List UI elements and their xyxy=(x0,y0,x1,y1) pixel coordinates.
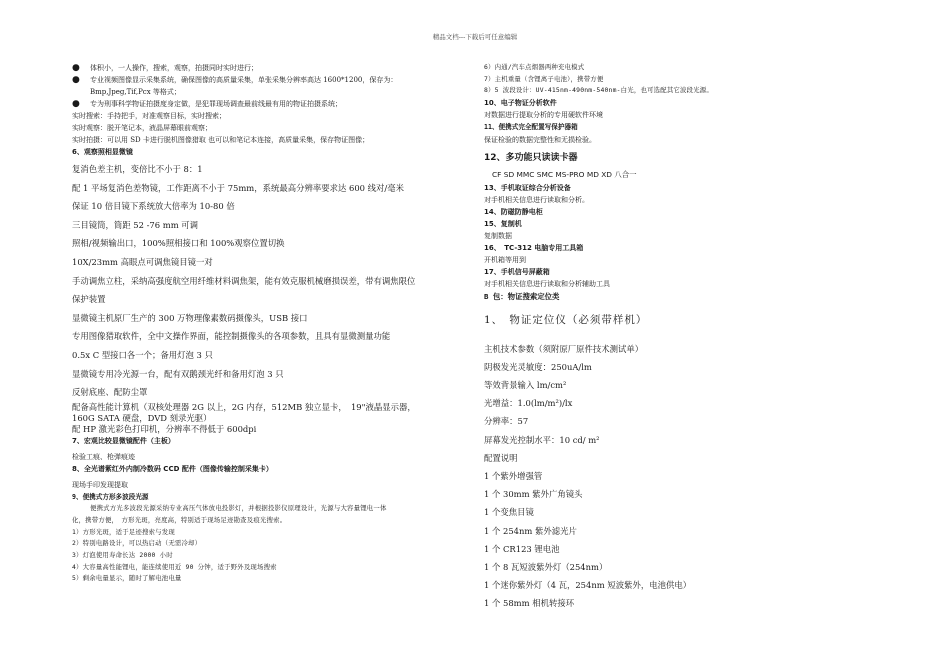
bullet-icon: ● xyxy=(72,63,80,73)
section-heading: 17、手机信号屏蔽箱 xyxy=(484,267,550,276)
section-heading: 14、防磁防静电柜 xyxy=(484,207,543,216)
text-line: 反射底座、配防尘罩 xyxy=(72,387,148,398)
spec-line: 等效背景输入 lm/cm² xyxy=(484,380,567,391)
text-line: 对手机相关信息进行读取和分析辅助工具 xyxy=(484,279,610,288)
section-heading: 11、便携式完全配置写保护器箱 xyxy=(484,123,578,132)
text-line: 保护装置 xyxy=(72,294,106,305)
list-item: 5）剩余电量显示，随时了解电池电量 xyxy=(72,574,182,583)
text-line: 显微镜主机原厂生产的 300 万物理像素数码摄像头，USB 接口 xyxy=(72,312,308,323)
text-line: 复消色差主机，变倍比不小于 8：1 xyxy=(72,164,203,174)
list-item: 1 个 8 瓦短波紫外灯（254nm） xyxy=(484,562,608,573)
text-line: 主机技术参数（须附原厂原件技术测试单） xyxy=(484,343,644,354)
list-item: 6）内通/汽车点烟器两种充电模式 xyxy=(484,63,585,71)
text-line: 配 HP 激光彩色打印机，分辨率不得低于 600dpi xyxy=(72,423,257,434)
page-header: 精品文档---下载后可任意编辑 xyxy=(432,33,518,41)
section-heading: 9、便携式方形多波段光源 xyxy=(72,492,149,501)
right-column xyxy=(484,62,884,613)
section-heading: 13、手机取证综合分析设备 xyxy=(484,183,571,192)
text-line: 对手机相关信息进行读取和分析。 xyxy=(484,195,589,204)
text-line: 便携式方光多波段光源采纳专业高压气体放电投影灯，并根据投影仪原理设计，光源与大容量锂电一体 xyxy=(90,504,387,513)
text-line: 10X/23mm 高眼点可调焦镜目镜一对 xyxy=(72,256,213,267)
text-line: 配置说明 xyxy=(484,452,518,463)
item-title: 1、 物证定位仪（必须带样机） xyxy=(484,313,648,326)
list-item: 1 个变焦目镜 xyxy=(484,507,534,518)
section-heading: 6、观察照相显微镜 xyxy=(72,148,133,156)
text-line: 检验工痕、枪弹痕迹 xyxy=(72,452,135,461)
text-line: 开机箱等用到 xyxy=(484,255,526,264)
text-line: 复制数据 xyxy=(484,231,512,240)
section-heading: 15、复制机 xyxy=(484,219,522,228)
list-item: ● 专业视频图像显示采集系统，确保图像的高质量采集，单张采集分辨率高达 1600*1200，保存为： xyxy=(72,75,398,85)
list-item-continuation: Bmp,Jpeg,Tif,Pcx 等格式； xyxy=(90,88,181,96)
text-line: 160G SATA 硬盘，DVD 刻录光驱） xyxy=(72,412,212,423)
list-item: 8）5 波段设计：UV-415nm-490nm-540nm-白光，也可选配其它波段光源。 xyxy=(484,86,713,95)
text-line: 显微镜专用冷光源一台，配有双鹅颈光纤和备用灯泡 3 只 xyxy=(72,368,284,379)
section-heading: 12、多功能只读读卡器 xyxy=(484,152,578,163)
text-line: 照相/视频输出口，100%照相接口和 100%观察位置切换 xyxy=(72,238,285,249)
spec-line: 分辨率：57 xyxy=(484,416,529,427)
list-item: 3）灯泡使用寿命长达 2000 小时 xyxy=(72,551,173,560)
section-heading: B 包：物证搜索定位类 xyxy=(484,291,560,301)
list-item: 1 个迷你紫外灯（4 瓦，254nm 短波紫外，电池供电） xyxy=(484,580,692,591)
text-line: 现场手印发现提取 xyxy=(72,480,128,489)
bullet-icon: ● xyxy=(72,99,80,109)
spec-line: 光增益：1.0(lm/m²)/lx xyxy=(484,398,573,409)
text-line: 保证检验的数据完整性和无损检验。 xyxy=(484,135,596,144)
text-line: 配 1 平场复消色差物镜，工作距离不小于 75mm，系统最高分辨率要求达 600 线对/毫米 xyxy=(72,182,404,193)
spec-line: 屏幕发光控制水平：10 cd/ m² xyxy=(484,434,600,445)
list-item: 1）方形光斑，适于足迹搜索与发现 xyxy=(72,527,175,536)
text-line: 保证 10 倍目镜下系统放大倍率为 10-80 倍 xyxy=(72,201,235,212)
list-item: 2）特别电路设计，可以热启动（无需冷却） xyxy=(72,539,202,548)
list-item: 1 个 58mm 相机转接环 xyxy=(484,598,575,609)
text-line: 实时观察：脱开笔记本，液晶屏幕眼前观察； xyxy=(72,124,212,132)
list-item: 1 个紫外增强管 xyxy=(484,471,543,482)
text-line: CF SD MMC SMC MS-PRO MD XD 八合一 xyxy=(492,169,637,179)
list-item: 7）主机重量（含锂离子电池），携带方便 xyxy=(484,74,604,83)
spec-line: 阴极发光灵敏度：250uA/lm xyxy=(484,361,592,372)
text-line: 实时拍摄：可以用 SD 卡进行脱机图像猎取 也可以和笔记本连接，高质量采集，保存物证图像； xyxy=(72,136,370,144)
text-line: 配备高性能计算机（双核处理器 2G 以上，2G 内存，512MB 独立显卡， 19"液晶显示器， xyxy=(72,401,416,412)
text-line: 三目镜筒，筒距 52 -76 mm 可调 xyxy=(72,219,199,230)
list-item: 1 个 30mm 紫外广角镜头 xyxy=(484,489,583,500)
list-item: ● 专为刑事科学物证拍摄度身定做，是犯罪现场调查最前线最有用的物证拍摄系统； xyxy=(72,99,342,109)
list-item: 1 个 254nm 紫外滤光片 xyxy=(484,525,577,536)
section-heading: 10、电子物证分析软件 xyxy=(484,99,557,108)
text-line: 化，携带方便， 方形光斑，亮度高，特别适于现场足迹勘查及痕光搜索。 xyxy=(72,515,287,524)
bullet-icon: ● xyxy=(72,75,80,85)
list-item: 1 个 CR123 锂电池 xyxy=(484,543,560,554)
section-heading: 7、宏观比较显微镜配件（主板） xyxy=(72,436,175,445)
text-line: 0.5x C 型接口各一个；备用灯泡 3 只 xyxy=(72,349,213,360)
section-heading: 16、 TC-312 电脑专用工具箱 xyxy=(484,243,584,252)
text-line: 实时搜索：手持把手，对准观察目标，实时搜索； xyxy=(72,112,226,120)
list-item: 4）大容量高性能锂电，能连续使用近 90 分钟，适于野外及现场搜索 xyxy=(72,562,277,571)
text-line: 专用图像猎取软件，全中文操作界面，能控制摄像头的各项参数，且具有显微测量功能 xyxy=(72,331,391,342)
text-line: 对数据进行提取分析的专用硬软件环境 xyxy=(484,111,603,120)
text-line: 手动调焦立柱，采纳高强度航空用纤维材料调焦架，能有效克服机械磨损误差，带有调焦限位 xyxy=(72,275,416,286)
section-heading: 8、全光谱紫红外内制冷数码 CCD 配件（图像传输控制采集卡） xyxy=(72,464,273,473)
list-item: ● 体积小，一人操作，搜索，观察，拍摄同时实时进行； xyxy=(72,63,258,73)
left-column xyxy=(72,62,464,585)
